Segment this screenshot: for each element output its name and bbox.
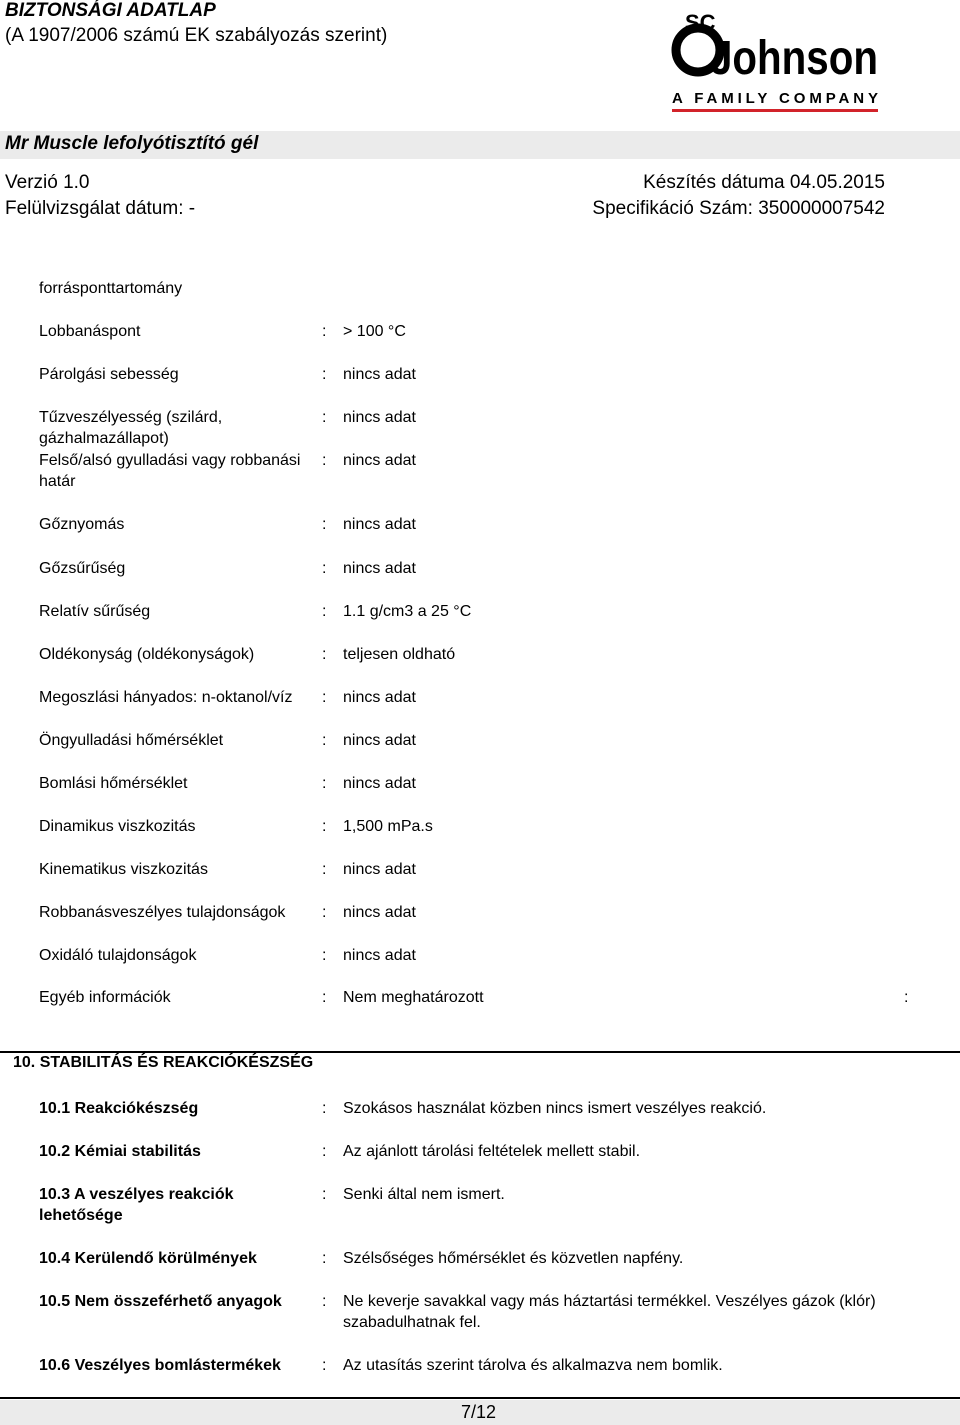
property-colon: :	[322, 989, 327, 1006]
property-value: nincs adat	[343, 947, 416, 964]
section-item-colon: :	[322, 1143, 327, 1160]
property-value: nincs adat	[343, 904, 416, 921]
review-date: Felülvizsgálat dátum: -	[5, 198, 196, 219]
property-colon: :	[322, 775, 327, 792]
property-label: Gőzsűrűség	[39, 560, 126, 577]
logo-johnson-text: Johnson	[710, 32, 878, 85]
section-item-colon: :	[322, 1293, 327, 1310]
section-item-label: 10.3 A veszélyes reakciók	[39, 1186, 234, 1203]
section-item-value: Ne keverje savakkal vagy más háztartási termékkel. Veszélyes gázok (klór)	[343, 1293, 876, 1310]
property-label: Párolgási sebesség	[39, 366, 179, 383]
footer-divider	[0, 1397, 960, 1399]
document-title: BIZTONSÁGI ADATLAP	[5, 0, 216, 21]
property-label: Robbanásveszélyes tulajdonságok	[39, 904, 286, 921]
property-colon: :	[322, 904, 327, 921]
property-label: Relatív sűrűség	[39, 603, 151, 620]
section-item-colon: :	[322, 1250, 327, 1267]
logo-red-underline	[672, 109, 878, 112]
section-item-label: 10.5 Nem összeférhető anyagok	[39, 1293, 282, 1310]
property-colon: :	[322, 409, 327, 426]
section-10-title: 10. STABILITÁS ÉS REAKCIÓKÉSZSÉG	[13, 1054, 314, 1071]
section-item-label-line2: lehetősége	[39, 1207, 123, 1224]
property-label: Bomlási hőmérséklet	[39, 775, 188, 792]
property-colon: :	[322, 366, 327, 383]
property-value: Nem meghatározott	[343, 989, 484, 1006]
page-number: 7/12	[461, 1402, 497, 1422]
property-label-line2: határ	[39, 473, 76, 490]
version-label: Verzió 1.0	[5, 172, 90, 193]
property-value: nincs adat	[343, 689, 416, 706]
property-colon: :	[322, 947, 327, 964]
section-item-label: 10.4 Kerülendő körülmények	[39, 1250, 257, 1267]
section-item-value: Senki által nem ismert.	[343, 1186, 505, 1203]
logo-sc-text: SC	[685, 10, 716, 35]
property-value: > 100 °C	[343, 323, 406, 340]
property-label: Oldékonyság (oldékonyságok)	[39, 646, 255, 663]
section-item-value: Szokásos használat közben nincs ismert veszélyes reakció.	[343, 1100, 767, 1117]
property-label: Öngyulladási hőmérséklet	[39, 732, 224, 749]
property-value: nincs adat	[343, 560, 416, 577]
property-label: Lobbanáspont	[39, 323, 141, 340]
property-label: Gőznyomás	[39, 516, 125, 533]
property-colon: :	[322, 818, 327, 835]
property-value: 1.1 g/cm3 a 25 °C	[343, 603, 472, 620]
section-item-value: Az ajánlott tárolási feltételek mellett stabil.	[343, 1143, 641, 1160]
property-value: 1,500 mPa.s	[343, 818, 433, 835]
property-value: nincs adat	[343, 732, 416, 749]
document-subtitle: (A 1907/2006 számú EK szabályozás szerint)	[5, 25, 388, 46]
property-label: Kinematikus viszkozitás	[39, 861, 208, 878]
property-label-line2: gázhalmazállapot)	[39, 430, 169, 447]
property-value: nincs adat	[343, 409, 416, 426]
property-value: nincs adat	[343, 775, 416, 792]
sc-johnson-logo	[670, 8, 882, 118]
property-label: Felső/alsó gyulladási vagy robbanási	[39, 452, 301, 469]
property-value: nincs adat	[343, 516, 416, 533]
property-value: nincs adat	[343, 861, 416, 878]
section-item-colon: :	[322, 1357, 327, 1374]
property-colon: :	[322, 603, 327, 620]
property-label: Oxidáló tulajdonságok	[39, 947, 197, 964]
section-item-label: 10.1 Reakciókészség	[39, 1100, 199, 1117]
section-divider	[0, 1051, 960, 1053]
section-item-label: 10.2 Kémiai stabilitás	[39, 1143, 201, 1160]
section-item-label: 10.6 Veszélyes bomlástermékek	[39, 1357, 281, 1374]
property-label: Egyéb információk	[39, 989, 171, 1006]
property-colon: :	[322, 689, 327, 706]
property-colon: :	[322, 560, 327, 577]
property-value: teljesen oldható	[343, 646, 456, 663]
property-colon: :	[322, 732, 327, 749]
section-item-value: Szélsőséges hőmérséklet és közvetlen napfény.	[343, 1250, 684, 1267]
section-item-value: Az utasítás szerint tárolva és alkalmazva nem bomlik.	[343, 1357, 723, 1374]
property-label: Megoszlási hányados: n-oktanol/víz	[39, 689, 293, 706]
property-label: forrásponttartomány	[39, 280, 183, 297]
prepared-date: Készítés dátuma 04.05.2015	[643, 172, 885, 193]
property-trailing-colon: :	[904, 989, 909, 1006]
section-item-value-line2: szabadulhatnak fel.	[343, 1314, 481, 1331]
property-colon: :	[322, 452, 327, 469]
property-value: nincs adat	[343, 452, 416, 469]
property-colon: :	[322, 323, 327, 340]
spec-number: Specifikáció Szám: 350000007542	[592, 198, 885, 219]
section-item-colon: :	[322, 1186, 327, 1203]
property-value: nincs adat	[343, 366, 416, 383]
section-item-colon: :	[322, 1100, 327, 1117]
property-label: Dinamikus viszkozitás	[39, 818, 196, 835]
logo-tagline-text: A FAMILY COMPANY	[672, 90, 878, 107]
product-name: Mr Muscle lefolyótisztító gél	[5, 133, 259, 154]
property-label: Tűzveszélyesség (szilárd,	[39, 409, 223, 426]
property-colon: :	[322, 861, 327, 878]
property-colon: :	[322, 646, 327, 663]
property-colon: :	[322, 516, 327, 533]
